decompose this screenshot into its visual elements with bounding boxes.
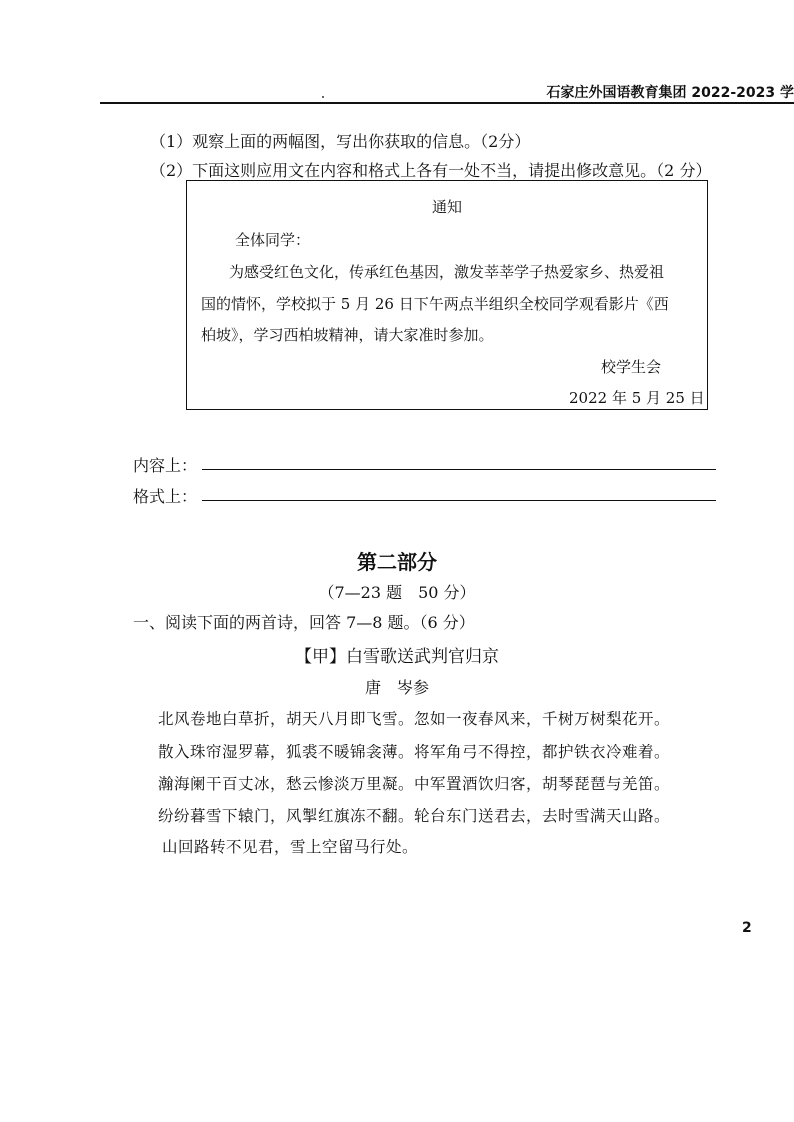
content-answer-label: 内容上： xyxy=(133,456,198,475)
exam-header-title: 石家庄外国语教育集团 2022-2023 学 xyxy=(546,85,794,101)
format-answer-label: 格式上： xyxy=(133,487,198,506)
notice-signature: 校学生会 xyxy=(601,358,662,376)
notice-date: 2022 年 5 月 25 日 xyxy=(569,389,705,407)
part-two-title: 第二部分 xyxy=(357,550,437,574)
notice-body-line-2: 国的情怀，学校拟于 5 月 26 日下午两点半组织全校同学观看影片《西 xyxy=(201,295,669,313)
notice-salutation: 全体同学： xyxy=(235,231,311,249)
notice-box xyxy=(186,180,708,410)
question-1: （1）观察上面的两幅图，写出你获取的信息。（2分） xyxy=(150,132,531,151)
format-answer-blank[interactable] xyxy=(202,500,716,501)
poem-line: 山回路转不见君，雪上空留马行处。 xyxy=(162,838,419,856)
notice-body-line-1: 为感受红色文化，传承红色基因，激发莘莘学子热爱家乡、热爱祖 xyxy=(229,263,665,281)
content-answer-blank[interactable] xyxy=(202,469,716,470)
notice-title: 通知 xyxy=(431,198,462,216)
page-number: 2 xyxy=(742,920,752,936)
poem-line: 北风卷地白草折，胡天八月即飞雪。忽如一夜春风来，千树万树梨花开。 xyxy=(158,710,671,728)
poem-line: 纷纷暮雪下辕门，风掣红旗冻不翻。轮台东门送君去，去时雪满天山路。 xyxy=(158,807,671,825)
header-divider xyxy=(100,102,794,104)
notice-body-line-3: 柏坡》，学习西柏坡精神，请大家准时参加。 xyxy=(201,326,494,344)
reading-instruction: 一、阅读下面的两首诗，回答 7—8 题。（6 分） xyxy=(133,613,475,632)
question-2: （2）下面这则应用文在内容和格式上各有一处不当，请提出修改意见。（2 分） xyxy=(150,161,712,180)
scan-speck xyxy=(322,96,324,98)
poem-line: 瀚海阑干百丈冰，愁云惨淡万里凝。中军置酒饮归客，胡琴琵琶与羌笛。 xyxy=(158,775,671,793)
poem-line: 散入珠帘湿罗幕，狐裘不暖锦衾薄。将军角弓不得控，都护铁衣冷难着。 xyxy=(158,743,671,761)
poem-title: 【甲】白雪歌送武判官归京 xyxy=(295,647,499,667)
poem-author: 唐 岑参 xyxy=(364,678,429,697)
part-two-subtitle: （7—23 题 50 分） xyxy=(318,583,476,602)
